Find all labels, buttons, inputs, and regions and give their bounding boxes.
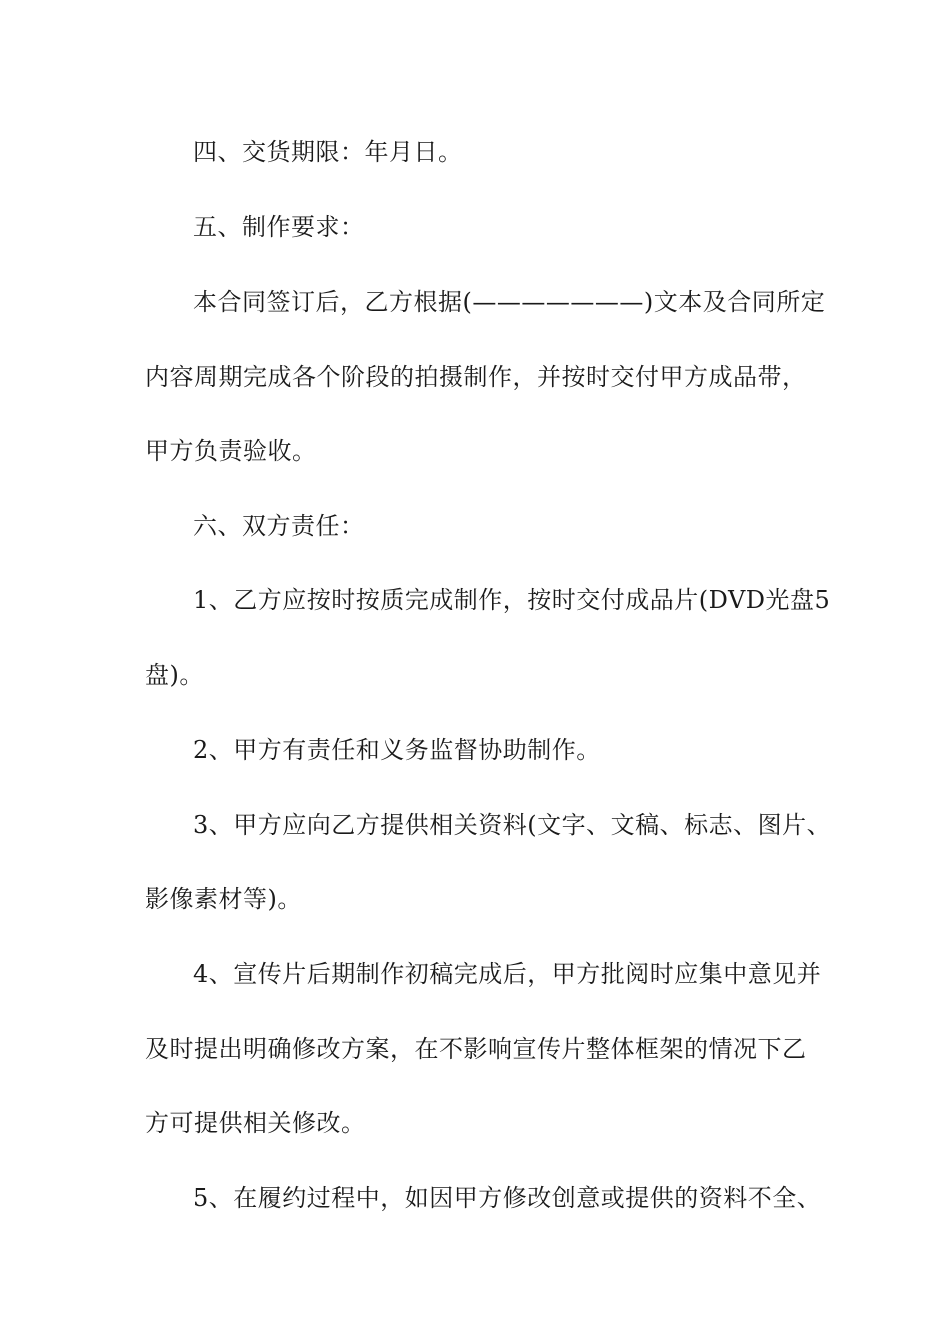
clause-4-delivery-deadline: 四、交货期限：年月日。 bbox=[193, 138, 463, 166]
clause-5-paragraph-line-1: 本合同签订后，乙方根据(———————)文本及合同所定 bbox=[193, 288, 826, 316]
responsibility-4-line-2: 及时提出明确修改方案，在不影响宣传片整体框架的情况下乙 bbox=[145, 1035, 807, 1063]
responsibility-4-line-1: 4、宣传片后期制作初稿完成后，甲方批阅时应集中意见并 bbox=[193, 960, 822, 988]
clause-6-heading: 六、双方责任： bbox=[193, 512, 365, 540]
responsibility-1-line-2: 盘)。 bbox=[145, 661, 204, 689]
responsibility-3-line-2: 影像素材等)。 bbox=[145, 885, 302, 913]
responsibility-3-line-1: 3、甲方应向乙方提供相关资料(文字、文稿、标志、图片、 bbox=[193, 811, 832, 839]
clause-5-paragraph-line-2: 内容周期完成各个阶段的拍摄制作，并按时交付甲方成品带， bbox=[145, 363, 807, 391]
responsibility-5-line-1: 5、在履约过程中，如因甲方修改创意或提供的资料不全、 bbox=[193, 1184, 822, 1212]
clause-5-paragraph-line-3: 甲方负责验收。 bbox=[145, 437, 317, 465]
responsibility-2: 2、甲方有责任和义务监督协助制作。 bbox=[193, 736, 601, 764]
responsibility-1-line-1: 1、乙方应按时按质完成制作，按时交付成品片(DVD光盘5 bbox=[193, 586, 831, 614]
clause-5-heading: 五、制作要求： bbox=[193, 213, 365, 241]
responsibility-4-line-3: 方可提供相关修改。 bbox=[145, 1109, 366, 1137]
